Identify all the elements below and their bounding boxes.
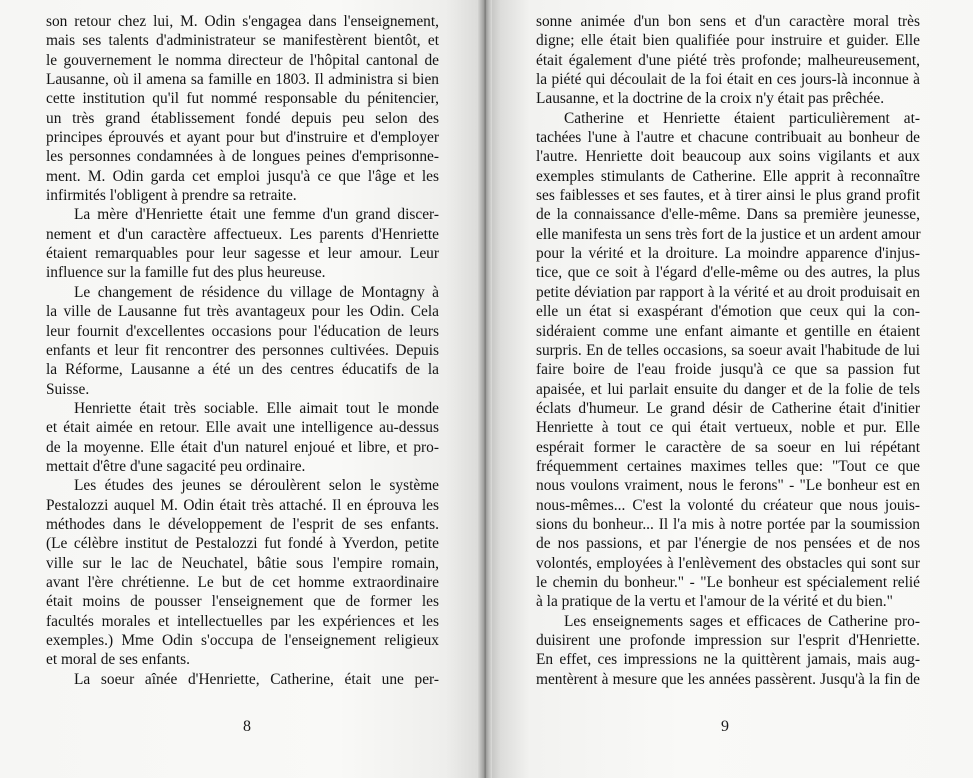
text-line: exemples.) Mme Odin s'occupa de l'enseignement religieux: [46, 632, 439, 649]
text-line: principes éprouvés et ayant pour but d'instruire et d'employer: [46, 129, 439, 147]
text-line: la piété qui découlait de la foi était en ces jours-là inconnue à: [536, 71, 920, 89]
text-line: Lausanne, où il amena sa famille en 1803. Il administra si bien: [46, 71, 439, 89]
text-line: elle un état si exaspérant d'émotion que ceux qui la con-: [536, 303, 920, 321]
page-number-left: 8: [243, 718, 251, 735]
text-line: sidéraient comme une enfant aimante et gentille en étaient: [536, 322, 920, 340]
text-line: petite déviation par rapport à la vérité et au droit produisait en: [536, 283, 920, 301]
text-line: fréquemment certaines maximes telles que: "Tout ce que: [536, 457, 920, 475]
text-line: duisirent une profonde impression sur l'esprit d'Henriette.: [536, 632, 920, 649]
text-line: les personnes condamnées à de longues peines d'emprisonne-: [46, 148, 439, 166]
text-line: infirmités l'obligent à prendre sa retraite.: [46, 187, 297, 205]
text-line: étaient remarquables pour leur sagesse et leur amour. Leur: [46, 245, 439, 263]
text-line: influence sur la famille fut des plus heureuse.: [46, 264, 326, 282]
text-line: et était aimée en retour. Elle avait une intelligence au-dessus: [46, 419, 439, 437]
text-line: de la moyenne. Elle était d'un naturel enjoué et libre, et pro-: [46, 438, 439, 456]
text-line: La mère d'Henriette était une femme d'un grand discer-: [74, 206, 439, 224]
text-line: mentèrent à mesure que les années passèrent. Jusqu'à la fin de: [536, 670, 920, 688]
text-line: Catherine et Henriette étaient particulièrement at-: [564, 109, 920, 127]
text-line: de la connaissance d'elle-même. Dans sa première jeunesse,: [536, 206, 920, 224]
text-line: mais ses talents d'administrateur se manifestèrent bientôt, et: [46, 32, 439, 50]
left-page-text: [46, 12, 439, 689]
text-line: espérait former le caractère de sa soeur en lui répétant: [536, 438, 920, 456]
text-line: tachées l'une à l'autre et chacune contribuait au bonheur de: [536, 129, 920, 147]
text-line: le gouvernement le nomma directeur de l'hôpital cantonal de: [46, 51, 439, 69]
text-line: apaisée, et lui parlait ensuite du danger et de la folie de tels: [536, 380, 920, 398]
text-line: Suisse.: [46, 380, 90, 398]
text-line: sions du bonheur... Il l'a mis à notre portée par la soumission: [536, 515, 920, 533]
text-line: Henriette à tout ce qui était vertueux, noble et pur. Elle: [536, 419, 920, 437]
page-number-right: 9: [721, 718, 729, 735]
left-page: [0, 0, 484, 778]
text-line: faire boire de l'eau froide jusqu'à ce que sa passion fut: [536, 361, 920, 379]
text-line: ses faiblesses et ses fautes, et à tirer ainsi le plus grand profit: [536, 187, 920, 205]
text-line: un très grand établissement fondé depuis peu selon des: [46, 109, 439, 127]
text-line: Le changement de résidence du village de Montagny à: [74, 283, 439, 301]
right-page-text: [536, 12, 920, 689]
text-line: l'autre. Henriette doit beaucoup aux soins vigilants et aux: [536, 148, 920, 166]
text-line: la Réforme, Lausanne a été un des centres éducatifs de la: [46, 361, 439, 379]
text-line: Les études des jeunes se déroulèrent selon le système: [74, 477, 439, 495]
text-line: surpris. En de telles occasions, sa soeur avait l'habitude de lui: [536, 341, 920, 359]
text-line: exemples stimulants de Catherine. Elle apprit à reconnaître: [536, 167, 920, 185]
text-line: nement et d'un caractère affectueux. Les parents d'Henriette: [46, 225, 439, 243]
text-line: En effet, ces impressions ne la quittèrent jamais, mais aug-: [536, 651, 920, 669]
text-line: (Le célèbre institut de Pestalozzi fut fondé à Yverdon, petite: [46, 535, 439, 553]
text-line: cette institution qu'il fut nommé responsable du pénitencier,: [46, 90, 439, 108]
text-line: Henriette était très sociable. Elle aimait tout le monde: [74, 399, 439, 417]
text-line: digne; elle était bien qualifiée pour instruire et guider. Elle: [536, 32, 920, 50]
text-line: pour la vérité et la droiture. La moindre apparence d'injus-: [536, 245, 920, 263]
text-line: facultés morales et intellectuelles par les expériences et les: [46, 612, 439, 630]
text-line: et moral de ses enfants.: [46, 651, 191, 669]
text-line: Pestalozzi auquel M. Odin était très attaché. Il en éprouva les: [46, 496, 439, 514]
text-line: tice, que ce soit à l'égard d'elle-même ou des autres, la plus: [536, 264, 920, 282]
text-line: mettait d'être d'une sagacité peu ordinaire.: [46, 457, 306, 475]
text-line: nous-mêmes... C'est la volonté du créateur que nous jouis-: [536, 496, 920, 514]
text-line: ment. M. Odin garda cet emploi jusqu'à ce que l'âge et les: [46, 167, 439, 185]
text-line: éclats d'humeur. Le grand désir de Catherine était d'initier: [536, 399, 920, 417]
text-line: la ville de Lausanne fut très avantageux pour les Odin. Cela: [46, 303, 439, 321]
text-line: était également d'une piété très profonde; malheureusement,: [536, 51, 920, 69]
text-line: ville sur le lac de Neuchatel, bâtie sous l'empire romain,: [46, 554, 439, 572]
text-line: était moins de pousser l'enseignement que de former les: [46, 593, 439, 611]
text-line: le chemin du bonheur." - "Le bonheur est spécialement relié: [536, 573, 920, 591]
text-line: Les enseignements sages et efficaces de Catherine pro-: [564, 612, 920, 630]
text-line: enfants et leur fit rencontrer des personnes cultivées. Depuis: [46, 341, 439, 359]
text-line: nous voulons vraiment, nous le ferons" - "Le bonheur est en: [536, 477, 920, 495]
text-line: elle manifesta un sens très fort de la justice et un ardent amour: [536, 225, 921, 243]
text-line: son retour chez lui, M. Odin s'engagea dans l'enseignement,: [46, 13, 439, 30]
text-line: leur fournit d'excellentes occasions pour l'éducation de leurs: [46, 322, 439, 340]
text-line: volontés, employées à l'enlèvement des obstacles qui sont sur: [536, 554, 920, 572]
text-line: La soeur aînée d'Henriette, Catherine, était une per-: [74, 670, 439, 688]
text-line: de nos passions, et par l'énergie de nos pensées et de nos: [536, 535, 920, 553]
text-line: Lausanne, et la doctrine de la croix n'y était pas prêchée.: [536, 90, 885, 108]
text-line: à la pratique de la vertu et l'amour de la vérité et du bien.": [536, 593, 893, 611]
text-line: avant l'ère chrétienne. Le but de cet homme extraordinaire: [46, 573, 439, 591]
text-line: méthodes dans le développement de l'esprit de ses enfants.: [46, 515, 439, 533]
text-line: sonne animée d'un bon sens et d'un caractère moral très: [536, 13, 920, 30]
book-gutter: [478, 0, 492, 778]
